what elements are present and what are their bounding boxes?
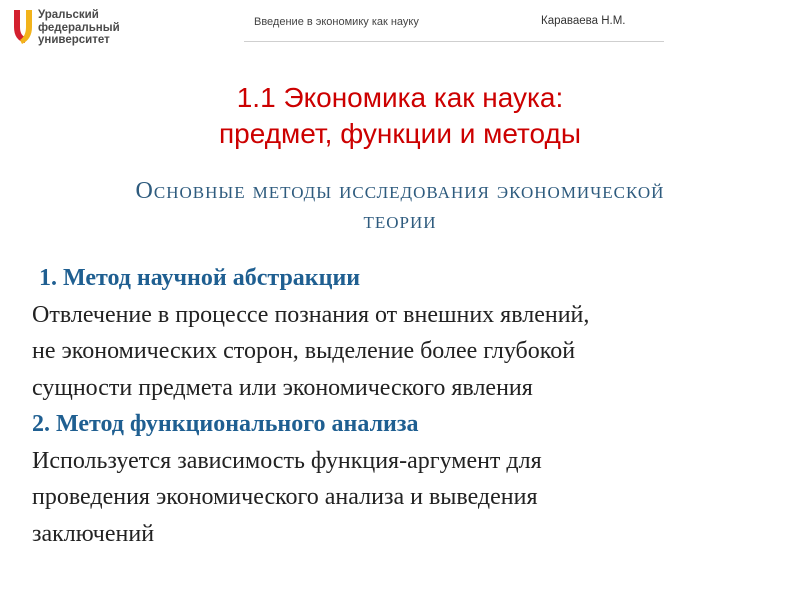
logo-line: университет <box>38 34 110 46</box>
section-subtitle-line: Основные методы исследования экономической <box>135 178 665 204</box>
method-description-line: не экономических сторон, выделение более глубокой <box>32 338 576 364</box>
method-description-line: заключений <box>32 520 155 547</box>
method-description-line: Используется зависимость функция-аргумент для <box>32 447 542 474</box>
logo-line: Уральский <box>38 9 99 21</box>
header-divider <box>244 41 664 42</box>
method-heading: 2. Метод функционального анализа <box>32 411 419 437</box>
university-logo <box>12 8 172 50</box>
author-name: Караваева Н.М. <box>541 15 626 27</box>
method-description-line: Отвлечение в процессе познания от внешних явлений, <box>32 301 590 328</box>
slide-title <box>0 80 800 152</box>
method-heading: 1. Метод научной абстракции <box>39 265 361 291</box>
logo-mark-icon <box>12 8 36 48</box>
slide-content <box>32 260 792 552</box>
logo-text <box>38 9 120 47</box>
method-description-line: сущности предмета или экономического явления <box>32 374 533 401</box>
section-subtitle-line: теории <box>363 208 437 234</box>
slide-title-line: 1.1 Экономика как наука: <box>236 82 564 113</box>
section-subtitle <box>40 176 760 236</box>
slide-title-line: предмет, функции и методы <box>219 118 581 149</box>
method-description-line: проведения экономического анализа и выведения <box>32 484 538 510</box>
course-title: Введение в экономику как науку <box>254 16 419 28</box>
logo-line: федеральный <box>38 21 120 34</box>
